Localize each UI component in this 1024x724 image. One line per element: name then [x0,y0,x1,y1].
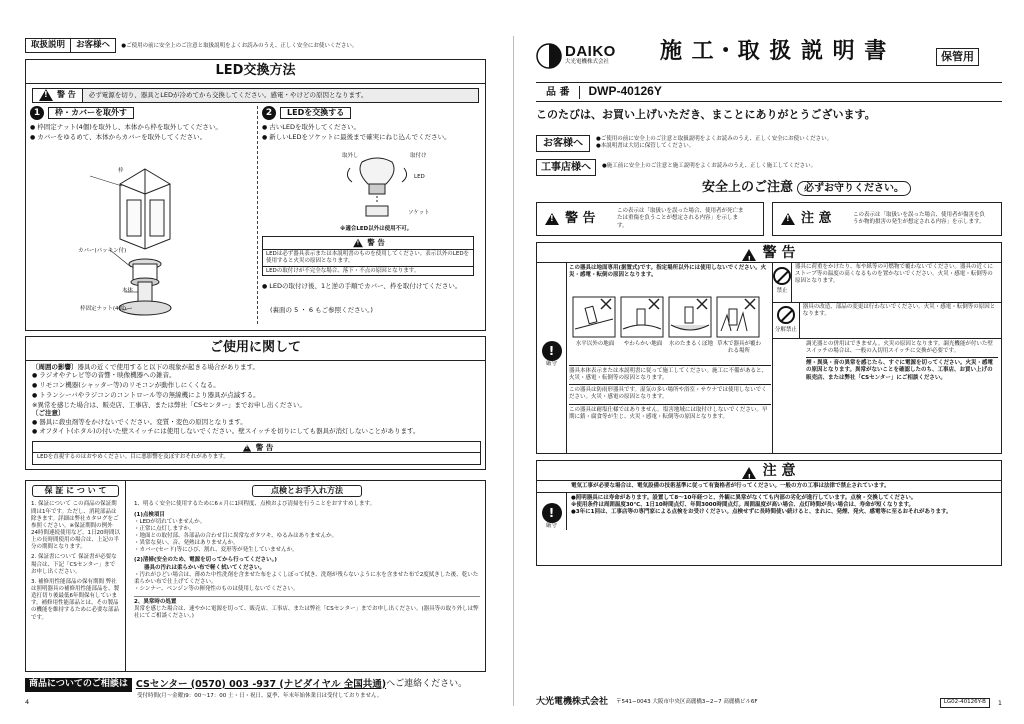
left-page-number: 4 [25,698,30,706]
caution-item: ● オフタイト(ホタル)の付いた壁スイッチには使用しないでください。壁スイッチを切りにしても器具が消灯しないことがあります。 [32,427,479,436]
warn-card-label: 警 告 [565,210,596,226]
footer-company: 大光電機株式会社 [536,697,609,708]
step2-item: ● 新しいLEDをソケットに最後まで確実にねじ込んでください。 [262,133,482,142]
led-warning-bar [32,88,479,103]
guarantee-maintenance-section [25,480,486,672]
must-label: 厳守 [545,361,557,367]
warning-item: 器具本体表示または本説明書に従って施工してください。施工に不備があると、火災・感電・転倒等の原因となります。 [569,368,771,385]
caution-item: ● 器具に殺虫剤等をかけないでください。変質・変色の原因となります。 [32,418,479,427]
footer-address: 〒541−0043 大阪市中央区高麗橋3−2−7 高麗橋ビル6F [616,699,758,706]
surround-note: ※異常を感じた場合は、販売店、工事店、または弊社「CSセンター」までお申し出ください。 [32,400,306,409]
caution-block [536,460,1002,566]
cs-center: CSセンター (0570) 003 -937 (ナビダイヤル 全国共通) [135,678,387,690]
step-divider [257,106,258,324]
step1-item: ● カバーをゆるめて、本体からカバーを取外してください。 [30,133,252,142]
warning-right-col [773,263,1001,453]
guarantee-item: 1. 保証について この商品の保証期間は1年です。ただし、消耗部品は除きます。詳細は弊社カタログをご参照ください。※保証期間の例外 24時間連続使用など、1日20時間以上の長時間使用の場合は、上記の半分の期間となります。 [31,501,120,551]
maintenance-title: 点検とお手入れ方法 [252,485,362,497]
ground-pictograms [571,295,771,339]
surround-item: ● リモコン機器(シャッター等)のリモコンが動作しにくくなる。 [32,381,479,390]
mandatory-icon: ! [542,341,562,361]
clean-item: ・汚れがひどい場合は、薄めた中性洗剤を含ませた布をよくしぼって拭き、洗剤が残らないように水を含ませた布で2度拭きした後、乾いた柔らかい布で仕上げてください。 [134,571,479,585]
step2-number-icon: 2 [262,106,276,120]
customer-row [536,132,1002,154]
led-warning-text: 必ず電源を切り、器具とLEDが冷めてから交換してください。感電・やけどの原因となります。 [88,91,368,100]
use-warning-text: LEDを直視するのはおやめください。目に悪影響を及ぼすおそれがあります。 [37,454,229,460]
check-head: (1)点検項目 [134,511,165,518]
left-header [25,38,495,54]
warning-left-col [537,263,773,453]
reattach-text: ● LEDの取付け後、1と逆の手順でカバー、枠を取付けてください。 [262,282,476,291]
warning-triangle-icon [353,239,363,247]
mandatory-icon: ! [542,503,562,523]
caution-must-label: 厳守 [545,523,557,530]
customer-text: ●ご使用の前に安全上のご注意と取扱説明をよくお読みのうえ、正しく安全にお使いください。 [596,135,833,142]
surround-intro: 器具の近くで使用すると以下の現象が起きる場合があります。 [77,362,259,371]
caution-item: ※使用条件は周囲温度30℃、1日10時間点灯、年間3000時間点灯。周囲温度が高い場合、点灯時間が長い場合は、寿命が短くなります。 [571,502,915,509]
repair-head: 2、異常時の処置 [134,596,480,606]
right-page [512,0,1024,724]
header-note: ●ご使用の前に安全上のご注意と取扱説明をよくお読みのうえ、正しく安全にお使いください。 [121,43,358,49]
document-title: 施 工・取 扱 説 明 書 [660,39,888,64]
guarantee-title: 保 証 に つ い て [32,485,119,497]
check-item: ・異常な臭い、音、発熱はありませんか。 [134,540,239,547]
warning-item: この器具は防雨形器具です。湿気の多い場所や浴室・サウナでは使用しないでください。火災・感電の原因となります。 [569,385,771,404]
step2-warning-text1: LEDは必ず器具表示または本説明書のものを使用してください。表示以外のLEDを使用すると火災の原因となります。 [263,250,473,267]
consult-badge: 商品についてのご相談は [25,678,132,692]
clean-head: (2)清掃(安全のため、電源を切ってから行ってください。) [134,557,277,564]
safety-must: 必ずお守りください。 [797,181,911,196]
led-section-title: LED交換方法 [26,60,485,84]
step1-title: 枠・カバーを取外す [48,107,134,119]
surround-item: ● ラジオやテレビ等の音響・映像機器への雑音。 [32,371,479,380]
left-footer [25,678,490,710]
clean-sub: 器具の汚れは柔らかい布で軽く拭いてください。 [144,564,266,571]
check-item: ・地面との取付部、各部品の合わせ目に異常なガタツキ、ゆるみはありませんか。 [134,532,338,539]
footer-code: LG02-40126Y-B [940,698,990,707]
disassemble-label: 分解禁止 [774,327,797,334]
caution-intro: 電気工事が必要な場合は、電気設備の技術基準に従って有資格者が行ってください。一般の方の工事は法律で禁止されています。 [537,481,1001,493]
label-cover: カバー(パッキン付) [78,248,127,254]
guarantee-item: 2. 保証書について 保証書が必要な場合は、下記「CSセンター」までお申し出ください。 [31,554,117,575]
label-led: LED [414,174,425,180]
prohibited-icon [773,267,791,285]
step1-number-icon: 1 [30,106,44,120]
right-page-number: 1 [997,698,1002,707]
warning-triangle-icon [742,249,756,261]
installer-label: 工事店様へ [536,159,596,176]
product-row [536,82,1002,102]
label-nut: 枠固定ナット(4個) [80,306,127,312]
caution-card-text: この表示は「取扱いを誤った場合、使用者が傷害を負うか物的損害の発生が想定される内容」を示します。 [853,211,986,225]
repair-text: 異常を感じた場合は、速やかに電源を切って、販売店、工事店、または弊社「CSセンター」までお申し出ください。(器具等の取り外しは弊社にてご相談ください。) [134,606,479,620]
caution-item: ●3年に1回は、工事店等の専門家による点検をお受けください。点検せずに長時間使い続けると、まれに、発煙、発火、感電等に至るおそれがあります。 [571,509,952,516]
product-label: 品 番 [536,86,580,99]
warning-item: 調光器との併用はできません。火災の原因となります。調光機能が付いた壁スイッチの場合は、一般の入切用スイッチに交換が必要です。 [806,341,998,358]
ground-caption: 水のたまるくぼ地 [668,341,713,347]
cs-hours: 受付時間(月〜金曜)9：00〜17：00 土・日・祝日、夏季、年末年始休業日は受付しておりません。 [137,692,383,699]
installer-text: ●施工前に安全上のご注意と施工説明をよくお読みのうえ、正しく施工してください。 [602,163,817,170]
warning-block-title: 警 告 [762,245,796,261]
label-remove: 取外し [342,153,359,159]
use-warning-label: 警 告 [255,443,274,452]
step1-item: ● 枠固定ナット(4個)を取外し、本体から枠を取外してください。 [30,123,252,132]
reattach-note: (裏面の 5 ・ 6 もご参照ください。) [270,306,373,314]
surround-item: ● トランシーバやラジコンのコントロール等の無線機により器具が点滅する。 [32,391,479,400]
disassemble-text: 器具の改造、部品の変更は行わないでください。火災・感電・転倒等の原因となります。 [802,304,996,318]
step2-panel [262,106,482,328]
warning-triangle-icon [781,213,795,225]
label-body: 本体 [122,288,134,294]
caution-item: ●照明器具には寿命があります。設置して8〜10年経つと、外観に異常がなくても内部の劣化が進行しています。点検・交換してください。 [571,495,917,502]
guarantee-item: 3. 補修用性能部品の保有期間 弊社は照明器具の補修用性能部品を、製造打切り後最低6年間保有しています。補修用性能部品とは、その製品の機能を維持するために必要な部品です。 [31,578,120,621]
step1-panel [30,106,252,328]
installer-row [536,158,1002,176]
check-item: ・カバー(セード)等にひび、割れ、変形等が発生していませんか。 [134,547,298,554]
caution-card-label: 注 意 [801,210,832,226]
lamp-diagram [30,164,252,324]
warning-item: 煙・異臭・音の異常を感じたら、すぐに電源を切ってください。火災・感電の原因となります。異常がないことを確認したのち、工事店、お買い上げの販売店、または弊社「CSセンター」にご相談ください。 [806,360,994,381]
check-item: ・正常に点灯しますか。 [134,525,195,532]
led-section [25,59,486,331]
label-socket: ソケット [408,210,430,216]
no-disassemble-icon [777,306,795,324]
caution-card [772,202,1002,236]
tab-customer: お客様へ [70,38,116,53]
maintenance-intro: 1、明るく安全に使用するために6ヵ月に1回程度、点検および清掃を行うことをおすすめします。 [134,501,376,508]
warn-card [536,202,764,236]
step2-warning-label: 警 告 [367,238,385,247]
led-caption: ※適合LED以外は使用不可。 [340,226,413,232]
customer-label: お客様へ [536,135,590,152]
guarantee-panel [26,481,126,671]
prohibit-text: 器具に荷重をかけたり、布や紙等の可燃物で覆わないでください。器具の近くにストーブ等の温度の高くなるものを置かないでください。火災・感電・転倒等の原因となります。 [795,264,994,285]
safety-title: 安全上のご注意 [702,180,794,195]
label-frame: 枠 [118,168,124,174]
company-name: 大光電機株式会社 [565,59,610,66]
right-footer [536,694,1002,712]
step2-title: LEDを交換する [280,107,351,119]
caution-head: 〔ご注意〕 [32,409,65,418]
thanks-message: このたびは、お買い上げいただき、まことにありがとうございます。 [536,108,876,121]
warning-item: この器具は地面専用(据置式)です。指定場所以外には使用しないでください。火災・感電・転倒の原因となります。 [569,265,767,279]
customer-text: ●本説明書は大切に保管してください。 [596,143,695,149]
ground-caption: 草木で器具が覆われる場所 [716,341,761,355]
step2-warning-text2: LEDの取付けが不完全な場合、落下・不点の原因となります。 [266,268,420,275]
daiko-logo-icon [536,43,562,69]
ground-caption: 水平以外の地面 [575,341,615,347]
warning-triangle-icon [742,467,756,479]
keep-label: 保管用 [936,48,979,66]
warning-item: この器具は耐塩仕様ではありません。塩害地域には取付けしないでください。早期に錆・腐食等が生じ、火災・感電・転倒等の原因となります。 [569,406,768,420]
safety-heading [702,180,911,197]
maintenance-panel [130,481,484,671]
check-item: ・LEDが切れていませんか。 [134,518,206,525]
warning-triangle-icon [545,213,559,225]
cs-tail: へご連絡ください。 [386,679,468,689]
logo [536,38,644,74]
brand-name: DAIKO [565,43,616,61]
step2-item: ● 古いLEDを取外してください。 [262,123,482,132]
prohibit-label: 禁止 [776,288,788,295]
ground-caption: やわらかい地面 [623,341,663,347]
use-section-title: ご使用に関して [26,337,485,361]
step2-warning-box [262,236,474,276]
use-warning-box [32,441,481,465]
warning-block [536,242,1002,454]
warn-card-text: この表示は「取扱いを誤った場合、使用者が死亡または重傷を負うことが想定される内容」を示します。 [617,208,744,229]
warning-triangle-icon [39,89,53,101]
use-section [25,336,486,470]
clean-item: ・シンナー、ベンジン等の揮発性のものは使用しないでください。 [134,585,299,592]
led-warning-label: 警 告 [57,90,76,100]
tab-usage: 取扱説明 [25,38,71,53]
product-code: DWP-40126Y [588,84,662,99]
label-attach: 取付け [410,153,427,159]
warning-triangle-icon [242,444,250,451]
surround-head: 〔周囲の影響〕 [32,362,78,371]
caution-block-title: 注 意 [762,463,796,479]
